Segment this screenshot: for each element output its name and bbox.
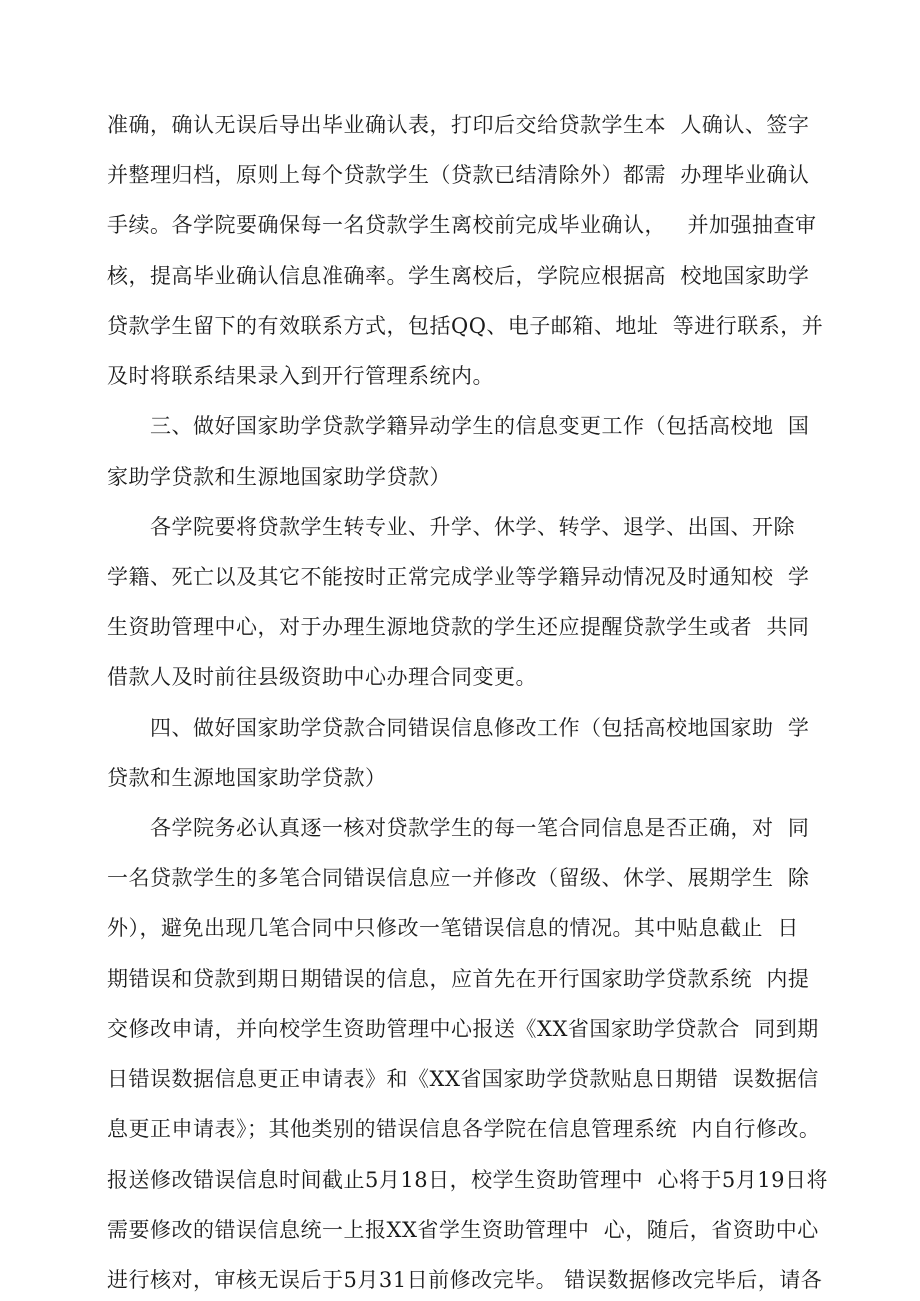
text-line: 并整理归档，原则上每个贷款学生（贷款已结清除外）都需 办理毕业确认 bbox=[107, 163, 810, 187]
text-line: 交修改申请，并向校学生资助管理中心报送《XX省国家助学贷款合 同到期 bbox=[107, 1017, 819, 1041]
text-line: 及时将联系结果录入到开行管理系统内。 bbox=[107, 364, 494, 388]
text-line: 报送修改错误信息时间截止5月18日，校学生资助管理中 心将于5月19日将 bbox=[107, 1168, 829, 1192]
text-line: 各学院务必认真逐一核对贷款学生的每一笔合同信息是否正确，对 同 bbox=[150, 816, 810, 840]
text-line: 各学院要将贷款学生转专业、升学、休学、转学、退学、出国、开除 bbox=[150, 515, 795, 539]
text-line: 学籍、死亡以及其它不能按时正常完成学业等学籍异动情况及时通知校 学 bbox=[107, 565, 810, 589]
section-heading-3-cont: 家助学贷款和生源地国家助学贷款） bbox=[107, 465, 451, 489]
section-heading-3: 三、做好国家助学贷款学籍异动学生的信息变更工作（包括高校地 国 bbox=[150, 414, 810, 438]
text-line: 进行核对，审核无误后于5月31日前修改完毕。 错误数据修改完毕后，请各 bbox=[107, 1268, 823, 1292]
text-line: 贷款学生留下的有效联系方式，包括QQ、电子邮箱、地址 等进行联系，并 bbox=[107, 314, 824, 338]
text-line: 日错误数据信息更正申请表》和《XX省国家助学贷款贴息日期错 误数据信 bbox=[107, 1067, 819, 1091]
section-heading-4-cont: 贷款和生源地国家助学贷款） bbox=[107, 766, 387, 790]
text-line: 一名贷款学生的多笔合同错误信息应一并修改（留级、休学、展期学生 除 bbox=[107, 866, 810, 890]
text-line: 核，提高毕业确认信息准确率。学生离校后，学院应根据高 校地国家助学 bbox=[107, 264, 810, 288]
text-line: 准确，确认无误后导出毕业确认表，打印后交给贷款学生本 人确认、签字 bbox=[107, 113, 810, 137]
text-line: 外），避免出现几笔合同中只修改一笔错误信息的情况。其中贴息截止 日 bbox=[107, 916, 799, 940]
text-line: 手续。各学院要确保每一名贷款学生离校前完成毕业确认， 并加强抽查审 bbox=[107, 213, 817, 237]
text-line: 借款人及时前往县级资助中心办理合同变更。 bbox=[107, 665, 537, 689]
section-heading-4: 四、做好国家助学贷款合同错误信息修改工作（包括高校地国家助 学 bbox=[150, 716, 810, 740]
text-line: 生资助管理中心，对于办理生源地贷款的学生还应提醒贷款学生或者 共同 bbox=[107, 615, 810, 639]
text-line: 息更正申请表》；其他类别的错误信息各学院在信息管理系统 内自行修改。 bbox=[107, 1117, 821, 1141]
text-line: 期错误和贷款到期日期错误的信息，应首先在开行国家助学贷款系统 内提 bbox=[107, 967, 810, 991]
text-line: 需要修改的错误信息统一上报XX省学生资助管理中 心，随后，省资助中心 bbox=[107, 1218, 819, 1242]
